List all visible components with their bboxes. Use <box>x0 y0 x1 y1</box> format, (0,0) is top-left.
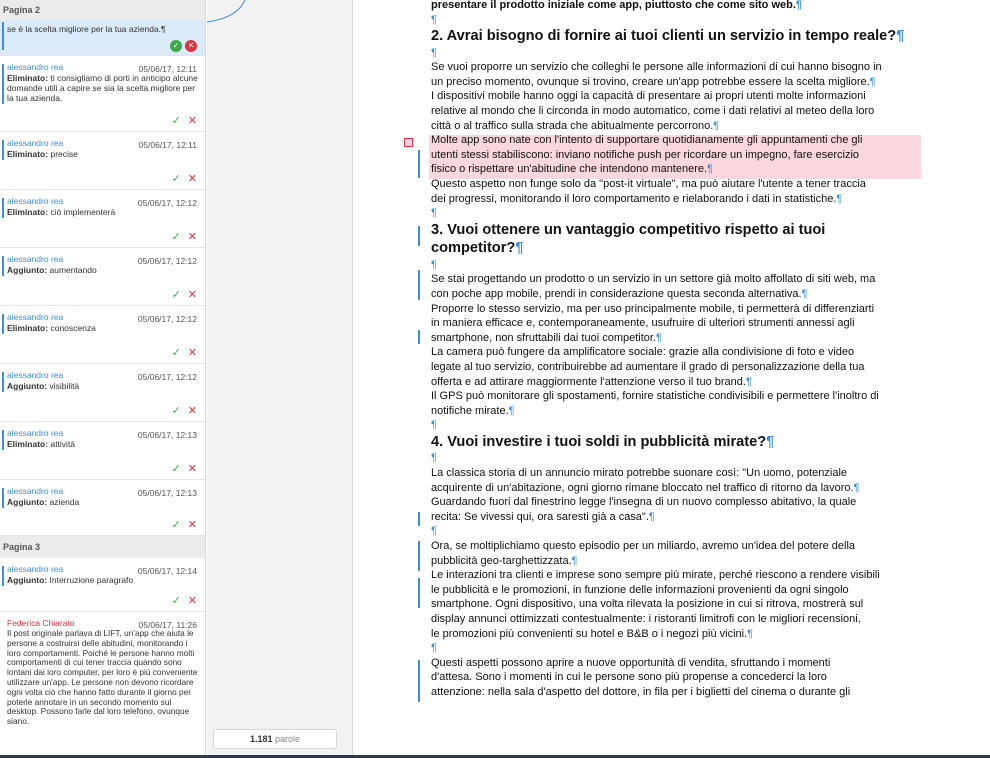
document-line[interactable] <box>431 89 921 104</box>
revision-author: alessandro rea <box>7 564 64 574</box>
pilcrow-mark: ¶ <box>707 163 713 176</box>
document-line[interactable] <box>431 302 921 317</box>
pilcrow-mark: ¶ <box>745 375 752 388</box>
document-line[interactable] <box>431 510 921 525</box>
revision-card[interactable] <box>0 190 205 248</box>
revision-date: 05/06/17, 12:13 <box>137 488 197 498</box>
revision-text: se è la scelta migliore per la tua azienda.¶ <box>7 24 166 34</box>
line-text: presentare il prodotto iniziale come app, piuttosto che come sito web. <box>431 0 796 11</box>
line-text: 2. Avrai bisogno di fornire ai tuoi clienti un servizio in tempo reale? <box>431 28 897 45</box>
document-line[interactable] <box>431 345 921 360</box>
revision-text: conoscenza <box>50 323 96 333</box>
document-line[interactable] <box>431 148 921 163</box>
revision-body <box>7 497 199 507</box>
revision-author: alessandro rea <box>7 62 64 72</box>
revision-bar <box>2 566 4 586</box>
revision-card[interactable] <box>0 422 205 480</box>
revision-text: attività <box>50 439 76 449</box>
line-text: utenti stessi stabiliscono: inviano notifiche push per ricordare un impegno, fare esercizio <box>431 148 860 161</box>
document-line[interactable] <box>431 670 921 685</box>
change-bar <box>418 270 420 300</box>
line-text: Guardando fuori dal finestrino legge l'insegna di un nuovo complesso abitativo, la quale <box>431 496 857 509</box>
line-text: le pubblicità e le promozioni, in funzione delle informazioni provenienti da ogni singolo <box>431 583 849 596</box>
revision-date: 05/06/17, 12:13 <box>137 430 197 440</box>
line-text: città o al traffico sulla strada che abitualmente percorrono. <box>431 119 714 132</box>
sidebar-gutter <box>207 0 353 758</box>
document-line[interactable] <box>431 104 921 119</box>
revision-text: precise <box>50 149 78 159</box>
pilcrow-mark: ¶ <box>515 240 524 257</box>
accept-icon[interactable]: ✓ <box>171 595 181 607</box>
change-bar <box>418 330 420 344</box>
revision-text: Interruzione paragrafo <box>49 575 134 585</box>
revision-card[interactable] <box>0 248 205 306</box>
reject-icon[interactable]: ✕ <box>187 463 197 475</box>
line-text: con poche app mobile, prendi in considerazione questa seconda alternativa. <box>431 288 802 300</box>
document-line[interactable] <box>431 375 921 390</box>
document-canvas[interactable] <box>354 0 990 758</box>
revision-body <box>7 73 199 103</box>
pilcrow-mark: ¶ <box>656 331 662 344</box>
document-line[interactable] <box>431 13 921 28</box>
document-line[interactable] <box>431 162 921 177</box>
line-text: competitor? <box>431 240 516 257</box>
revision-body <box>7 439 199 449</box>
accept-icon[interactable]: ✓ <box>171 231 181 243</box>
comment-date: 05/06/17, 11:26 <box>138 620 197 630</box>
revision-bar <box>2 314 4 334</box>
revision-date: 05/06/17, 12:14 <box>137 566 197 576</box>
line-text: Se stai progettando un prodotto o un servizio in un settore già molto affollato di siti web, ma <box>431 273 876 286</box>
change-bar <box>418 541 420 571</box>
line-text: fisico o rispettare un'abitudine che intendono mantenere. <box>431 163 708 176</box>
document-line[interactable] <box>431 133 921 148</box>
document-line[interactable] <box>431 583 921 598</box>
document-line[interactable] <box>431 75 921 90</box>
change-bar <box>418 150 420 178</box>
pilcrow-mark: ¶ <box>795 0 803 11</box>
revision-card[interactable] <box>0 480 205 536</box>
document-line[interactable] <box>431 404 921 419</box>
reject-icon[interactable]: ✕ <box>187 115 197 127</box>
line-text: Questo aspetto non funge solo da "post-it virtuale", ma può aiutare l'utente a tener traccia <box>431 178 866 191</box>
revision-date: 05/06/17, 12:12 <box>137 256 197 266</box>
change-bar <box>418 226 420 246</box>
revision-card[interactable] <box>0 364 205 422</box>
accept-icon[interactable]: ✓ <box>171 463 181 475</box>
revision-type: Eliminato: <box>7 73 49 83</box>
reject-icon[interactable]: ✕ <box>187 405 197 417</box>
revision-body <box>7 149 199 159</box>
revision-author: alessandro rea <box>7 196 64 206</box>
document-line[interactable] <box>431 597 921 612</box>
line-text: acquirente di un'abitazione, ogni giorno rimane bloccato nel traffico di ritorno da lavoro. <box>431 481 854 494</box>
revision-type: Aggiunto: <box>7 497 48 507</box>
document-line[interactable] <box>431 539 921 554</box>
comment-author: Federica Chiarato <box>7 618 75 628</box>
line-text: pubblicità geo-targhettizzata. <box>431 554 572 567</box>
document-line[interactable] <box>431 568 921 583</box>
revision-type: Aggiunto: <box>7 381 48 391</box>
document-line[interactable] <box>431 627 921 642</box>
line-text: attenzione: nella sala d'aspetto del dottore, in fila per i biglietti del cinema o durante gli <box>431 685 851 698</box>
document-line[interactable] <box>431 119 921 134</box>
document-line[interactable] <box>431 0 921 13</box>
revision-card[interactable] <box>0 132 205 190</box>
pilcrow-mark: ¶ <box>853 481 860 494</box>
revision-bar <box>2 430 4 450</box>
pilcrow-mark: ¶ <box>431 452 437 465</box>
revision-bar <box>2 198 4 218</box>
revision-type: Eliminato: <box>7 207 49 217</box>
line-text: relative al mondo che li circonda in modo automatico, come i dati relativi al meteo della loro <box>431 105 875 118</box>
document-heading[interactable] <box>431 28 921 46</box>
line-text: La camera può fungere da amplificatore sociale: grazie alla condivisione di foto e video <box>431 346 855 359</box>
line-text: recita: Se vivessi qui, ora saresti già a casa". <box>431 510 649 523</box>
pilcrow-mark: ¶ <box>747 627 754 640</box>
line-text: le promozioni più convenienti su hotel e B&B o i negozi più vicini. <box>431 627 748 640</box>
revision-date: 05/06/17, 12:12 <box>137 314 197 324</box>
line-text: Molte app sono nate con l'intento di supportare quotidianamente gli appuntamenti che gli <box>431 134 863 147</box>
pilcrow-mark: ¶ <box>571 554 578 567</box>
review-panel <box>0 0 206 758</box>
line-text: smartphone. Ogni dispositivo, una volta rilevata la posizione in cui si ritrova, mostrerà sul <box>431 598 864 611</box>
revision-bar <box>2 256 4 276</box>
pilcrow-mark: ¶ <box>766 433 775 450</box>
change-bar <box>418 512 420 526</box>
reject-icon[interactable]: ✕ <box>187 595 197 607</box>
revision-text: ti consigliamo di porti in anticipo alcune domande utili a capire se sia la scelta migliore per la tua azienda. <box>7 73 198 103</box>
document-line[interactable] <box>431 656 921 671</box>
pilcrow-mark: ¶ <box>836 192 843 205</box>
revision-text: ciò implementerà <box>50 207 116 217</box>
reject-icon[interactable]: ✕ <box>187 173 197 185</box>
revision-author: alessandro rea <box>7 370 64 380</box>
revision-date: 05/06/17, 12:12 <box>137 198 197 208</box>
reject-icon[interactable]: ✕ <box>187 231 197 243</box>
line-text: d'attesa. Sono i momenti in cui le persone sono più propense a concederci la loro <box>431 671 827 684</box>
accept-icon[interactable]: ✓ <box>170 40 182 52</box>
line-text: notifiche mirate. <box>431 404 509 417</box>
document-line[interactable] <box>431 206 921 221</box>
document-line[interactable] <box>431 466 921 481</box>
document-line[interactable] <box>431 481 921 496</box>
comment-marker-icon[interactable] <box>404 138 413 147</box>
document-line[interactable] <box>431 524 921 539</box>
revision-bar <box>2 140 4 160</box>
revision-body <box>7 207 199 217</box>
comment-card[interactable] <box>0 612 205 752</box>
document-line[interactable] <box>431 641 921 656</box>
document-line[interactable] <box>431 495 921 510</box>
document-line[interactable] <box>431 316 921 331</box>
revision-author: alessandro rea <box>7 254 64 264</box>
accept-icon[interactable]: ✓ <box>171 173 181 185</box>
revision-text: visibilità <box>49 381 80 391</box>
revision-bar <box>2 372 4 392</box>
revision-date: 05/06/17, 12:11 <box>138 140 197 150</box>
accept-icon[interactable]: ✓ <box>171 519 181 531</box>
reject-icon[interactable]: ✕ <box>187 347 197 359</box>
revision-bar <box>2 22 4 50</box>
document-line[interactable] <box>431 451 921 466</box>
accept-icon[interactable]: ✓ <box>171 405 181 417</box>
pilcrow-mark: ¶ <box>431 207 437 220</box>
pilcrow-mark: ¶ <box>431 258 437 271</box>
revision-date: 05/06/17, 12:11 <box>138 64 197 74</box>
line-text: 4. Vuoi investire i tuoi soldi in pubblicità mirate? <box>431 433 767 450</box>
line-text: dei progressi, monitorando il loro comportamento e rielaborando i dati in statistiche. <box>431 192 837 205</box>
pilcrow-mark: ¶ <box>713 119 720 132</box>
document-line[interactable] <box>431 554 921 569</box>
revision-author: alessandro rea <box>7 312 64 322</box>
word-count-value: 1.181 <box>249 734 273 744</box>
pilcrow-mark: ¶ <box>431 13 437 26</box>
line-text: I dispositivi mobile hanno oggi la capacità di presentare ai propri utenti molte informazioni <box>431 90 866 103</box>
document-line[interactable] <box>431 418 921 433</box>
revision-type: Eliminato: <box>7 439 49 449</box>
revision-card[interactable] <box>0 306 205 364</box>
document-line[interactable] <box>431 612 921 627</box>
document-line[interactable] <box>431 360 921 375</box>
revision-card[interactable] <box>0 558 205 612</box>
line-text: Il GPS può monitorare gli spostamenti, fornire statistiche condivisibili e permettere l'inoltro di <box>431 390 879 403</box>
page-header: Pagina 3 <box>0 536 205 558</box>
document-line[interactable] <box>431 389 921 404</box>
pilcrow-mark: ¶ <box>431 525 437 538</box>
line-text: in maniera efficace e, contemporaneamente, usufruire di ulteriori strumenti annessi agli <box>431 317 855 330</box>
revision-type: Eliminato: <box>7 149 49 159</box>
word-count[interactable] <box>213 729 337 749</box>
revision-body <box>7 323 199 333</box>
document-heading[interactable] <box>431 222 921 240</box>
revision-body <box>7 575 199 585</box>
document-line[interactable] <box>431 60 921 75</box>
revision-bar <box>2 488 4 508</box>
pilcrow-mark: ¶ <box>508 404 515 417</box>
document-text[interactable] <box>431 0 921 700</box>
line-text: Questi aspetti possono aprire a nuove opportunità di vendita, sfruttando i momenti <box>431 656 831 669</box>
line-text: Ora, se moltiplichiamo questo episodio per un miliardo, avremo un'idea del potere della <box>431 540 855 552</box>
pilcrow-mark: ¶ <box>801 288 808 300</box>
document-heading[interactable] <box>431 240 921 258</box>
revision-author: alessandro rea <box>7 486 64 496</box>
revision-card[interactable] <box>0 56 205 132</box>
comment-connector-line <box>207 0 353 30</box>
pilcrow-mark: ¶ <box>431 46 437 59</box>
line-text: offerta e ad attirare maggiormente l'attenzione verso il tuo brand. <box>431 375 746 388</box>
document-line[interactable] <box>431 258 921 273</box>
revision-body <box>7 381 199 391</box>
revision-type: Aggiunto: <box>7 265 48 275</box>
pilcrow-mark: ¶ <box>648 510 655 523</box>
reject-icon[interactable]: ✕ <box>187 289 197 301</box>
revision-type: Aggiunto: <box>7 575 48 585</box>
pilcrow-mark: ¶ <box>869 75 876 88</box>
accept-icon[interactable]: ✓ <box>171 289 181 301</box>
revision-author: alessandro rea <box>7 138 64 148</box>
accept-icon[interactable]: ✓ <box>171 115 181 127</box>
reject-icon[interactable]: ✕ <box>185 40 197 52</box>
line-text: Se vuoi proporre un servizio che colleghi le persone alle informazioni di cui hanno bisogno in <box>431 61 882 74</box>
word-count-label: parole <box>275 734 301 744</box>
revision-author: alessandro rea <box>7 428 64 438</box>
revision-body <box>7 265 199 275</box>
document-line[interactable] <box>431 192 921 207</box>
line-text: La classica storia di un annuncio mirato potrebbe suonare così: "Un uomo, potenziale <box>431 467 848 480</box>
pilcrow-mark: ¶ <box>896 28 905 45</box>
revision-type: Eliminato: <box>7 323 49 333</box>
revision-text: azienda <box>49 497 80 507</box>
line-text: display annunci ottimizzati contestualmente: i ristoranti limitrofi con le migliori recensioni, <box>431 612 861 625</box>
line-text: Le interazioni tra clienti e imprese sono sempre più mirate, perché riescono a rendere visibili <box>431 569 880 582</box>
revision-date: 05/06/17, 12:12 <box>137 372 197 382</box>
document-line[interactable] <box>431 46 921 61</box>
line-text: un preciso momento, ovunque si trovino, creare un'app potrebbe essere la scelta migliore. <box>431 75 870 88</box>
line-text: 3. Vuoi ottenere un vantaggio competitivo rispetto ai tuoi <box>431 221 826 238</box>
line-text: smartphone, non sfruttabili dai tuoi competitor. <box>431 331 657 344</box>
page-header: Pagina 2 <box>0 0 205 20</box>
line-text: Proporre lo stesso servizio, ma per uso principalmente mobile, ti permetterà di differenziarti <box>431 302 875 315</box>
change-bar <box>418 660 420 702</box>
comment-text: Il post originale parlava di LIFT, un'app che aiuta le persone a costruirsi delle abitudini, monitorando i loro comportamenti. Poiché le persone hanno molti comportamenti di cui tener traccia quando sono lontani dai loro computer, per loro è più conveniente utilizzare un'app. Le persone non devono ricordare ogni volta ciò che hanno fatto durante il giorno per poterle annotare in un secondo momento sul desktop. Possono farle dal loro telefono, ovunque siano. <box>7 628 198 727</box>
document-heading[interactable] <box>431 434 921 452</box>
revision-text: aumentando <box>49 265 97 275</box>
document-line[interactable] <box>431 272 921 287</box>
revision-bar <box>2 64 4 104</box>
pilcrow-mark: ¶ <box>431 419 437 432</box>
reject-icon[interactable]: ✕ <box>187 519 197 531</box>
line-text: legate al tuo servizio, contribuirebbe ad aumentare il grado di personalizzazione della tua <box>431 360 865 373</box>
accept-icon[interactable]: ✓ <box>171 347 181 359</box>
document-line[interactable] <box>431 287 921 302</box>
revision-card-active[interactable] <box>0 20 205 56</box>
document-line[interactable] <box>431 331 921 346</box>
pilcrow-mark: ¶ <box>431 642 437 655</box>
document-line[interactable] <box>431 177 921 192</box>
change-bar <box>418 578 420 608</box>
document-line[interactable] <box>431 685 921 700</box>
